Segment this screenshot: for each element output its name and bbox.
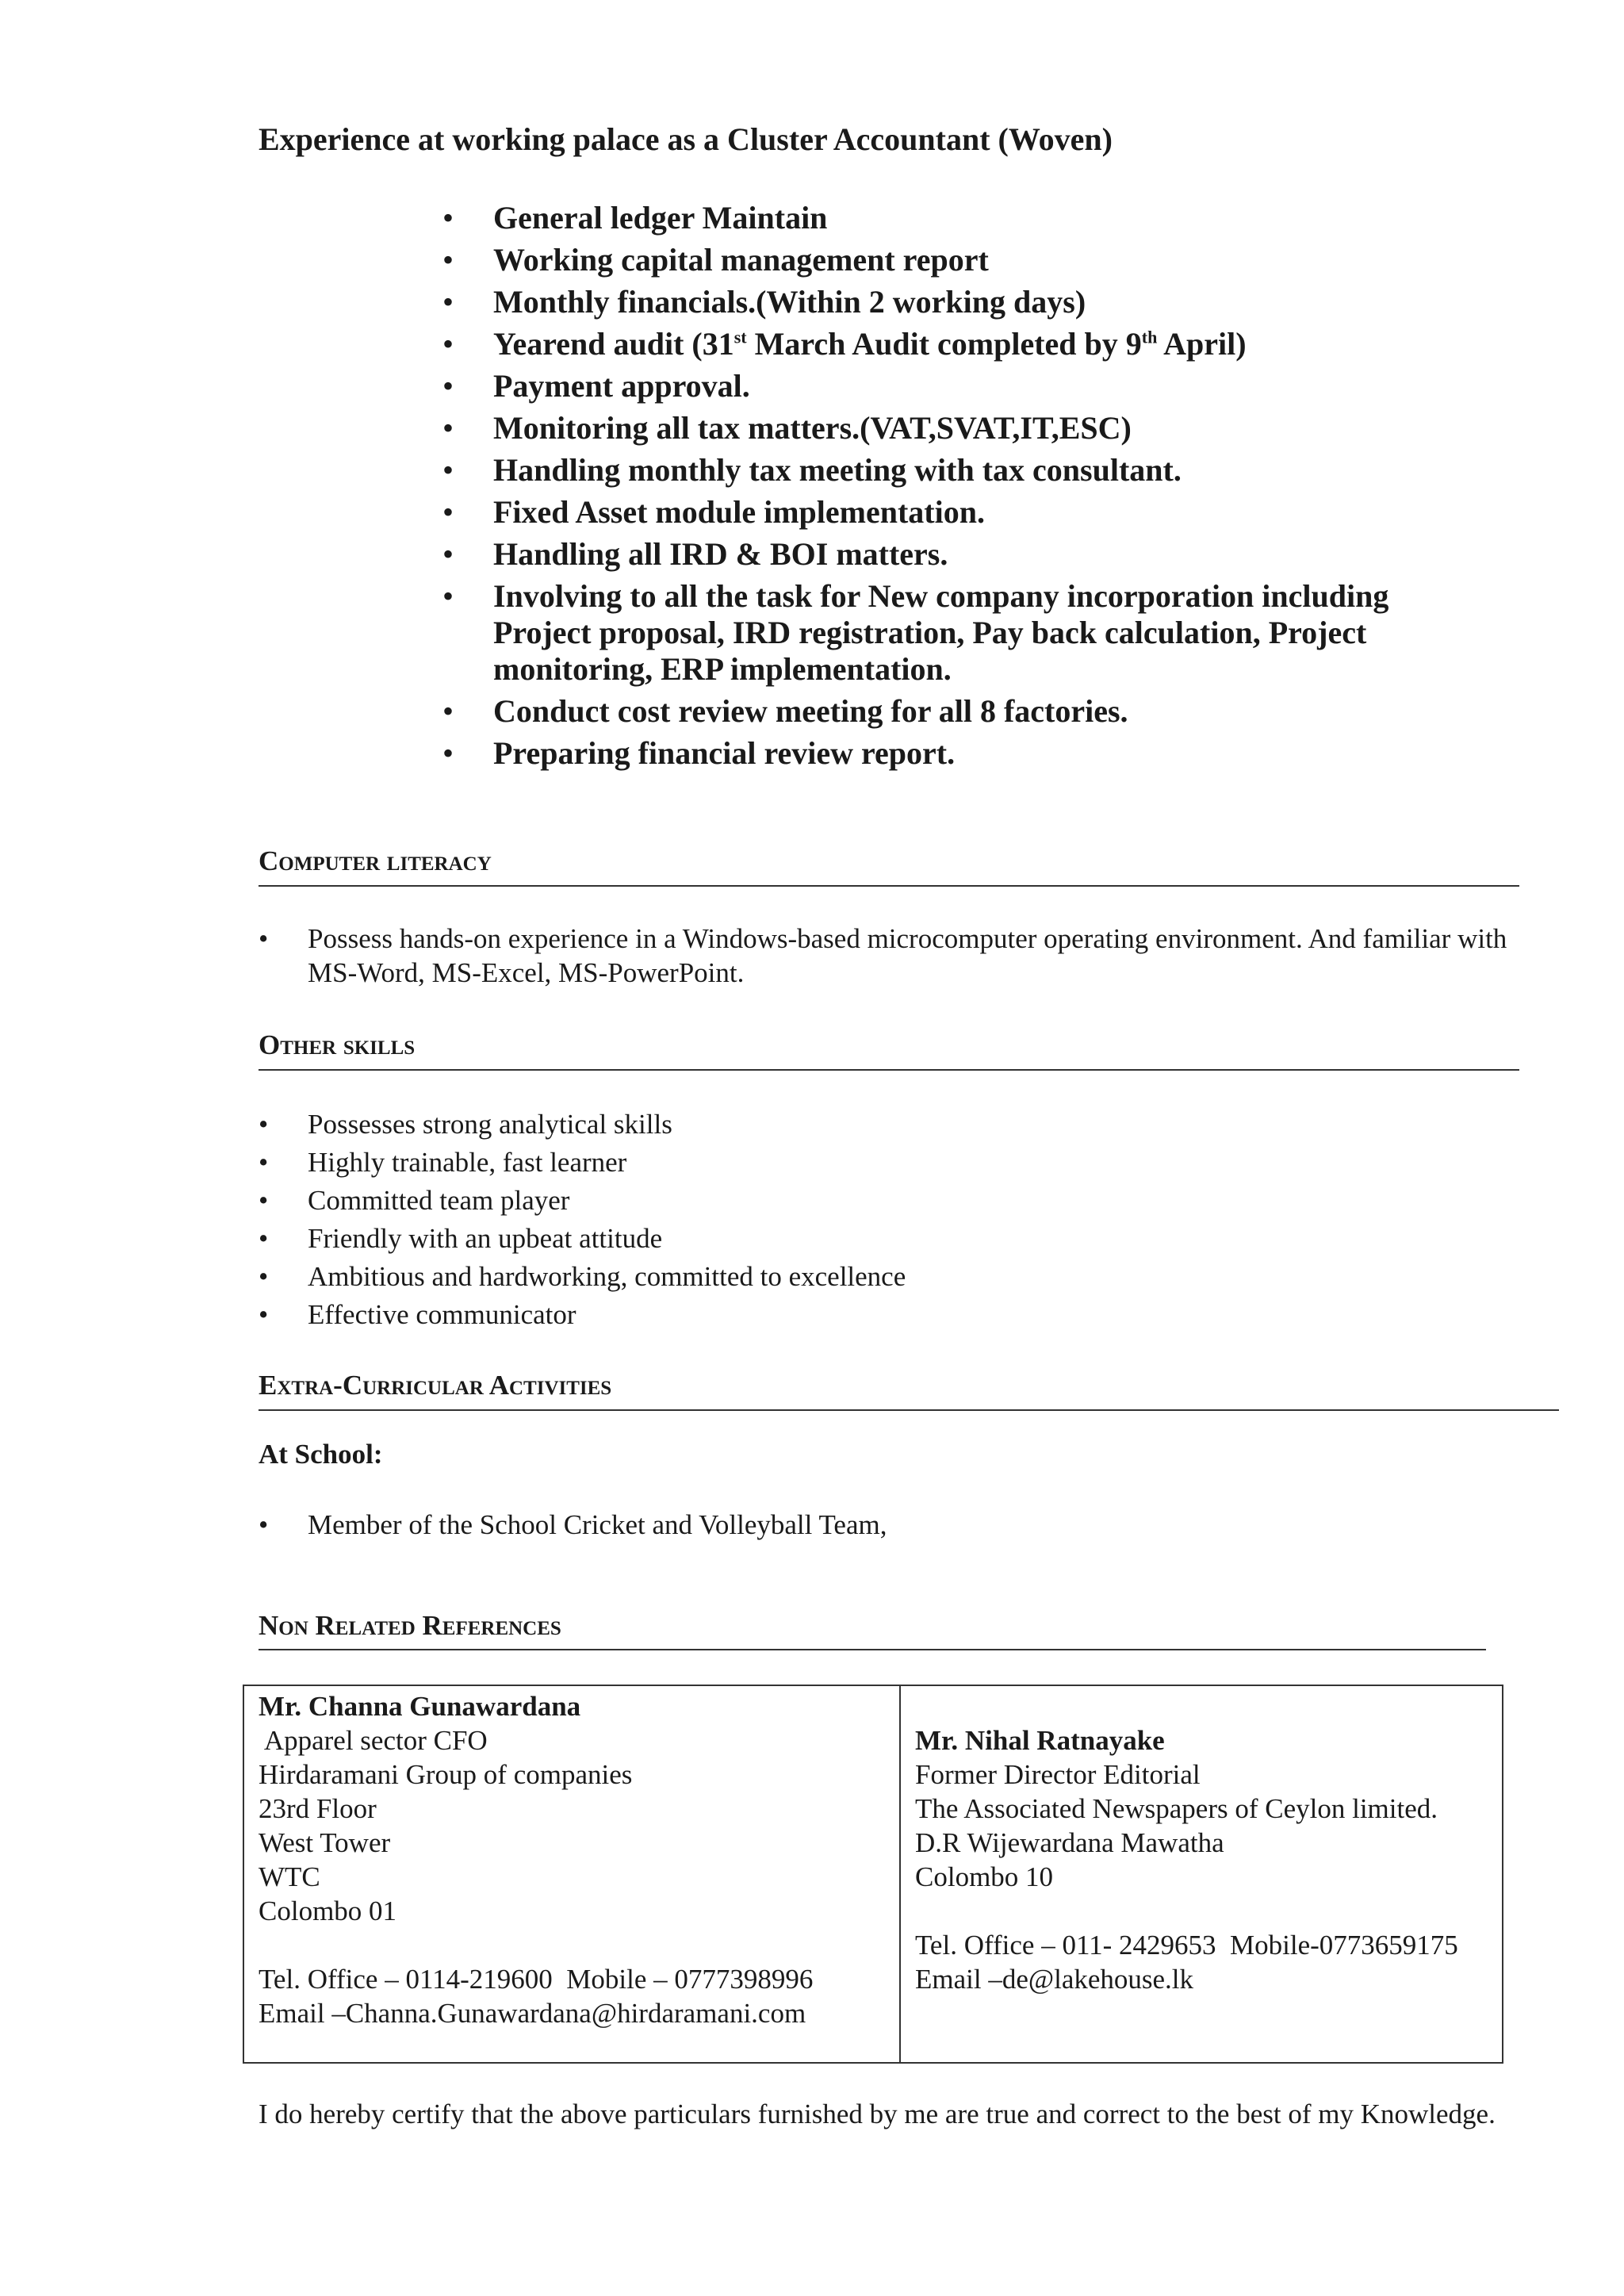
reference-line: Former Director Editorial [915,1759,1201,1790]
reference-line: Colombo 10 [915,1861,1054,1892]
list-item: • Possess hands-on experience in a Windows-based microcomputer operating environment. And familiar with MS-Word, MS-Excel, MS-PowerPoint. [259,922,1519,990]
section-title-other-skills: Other skills [259,1029,416,1060]
reference-email: Email –de@lakehouse.lk [915,1964,1194,1995]
section-title-references: Non Related References [259,1610,561,1641]
at-school-heading: At School: [259,1439,383,1470]
computer-literacy-list [259,922,1519,990]
list-item-text: April) [1157,326,1247,362]
list-item: • Preparing financial review report. [442,735,1426,772]
reference-line: Colombo 01 [259,1895,397,1926]
list-item: • Fixed Asset module implementation. [442,494,1426,531]
list-item [442,326,1426,362]
list-item: • Friendly with an upbeat attitude [259,1221,1519,1255]
reference-line: Hirdaramani Group of companies [259,1759,633,1790]
reference-line: West Tower [259,1827,391,1858]
certification-statement: I do hereby certify that the above particulars furnished by me are true and correct to the best of my Knowledge. [259,2099,1496,2129]
section-title-extra-curricular: Extra-Curricular Activities [259,1370,612,1401]
reference-line: D.R Wijewardana Mawatha [915,1827,1224,1858]
list-item: • Monthly financials.(Within 2 working days) [442,284,1426,320]
list-item-text: March Audit completed by 9 [746,326,1142,362]
list-item: • Ambitious and hardworking, committed to excellence [259,1259,1519,1294]
reference-line [915,1894,1458,1928]
reference-left [259,1689,813,2030]
section-divider [259,1409,1559,1411]
reference-line [259,1928,813,1962]
list-item: • General ledger Maintain [442,200,1426,236]
reference-name: Mr. Nihal Ratnayake [915,1725,1165,1756]
list-item: • Member of the School Cricket and Volleyball Team, [259,1508,1519,1542]
list-item: • Handling all IRD & BOI matters. [442,536,1426,573]
reference-right [915,1723,1458,1996]
reference-line: 23rd Floor [259,1793,377,1824]
superscript: th [1141,327,1158,347]
section-divider [259,1649,1486,1650]
other-skills-list [259,1107,1519,1336]
table-divider [899,1686,901,2062]
list-item: • Possesses strong analytical skills [259,1107,1519,1141]
list-item: • Monitoring all tax matters.(VAT,SVAT,IT,ESC) [442,410,1426,447]
section-divider [259,1069,1519,1071]
reference-email: Email –Channa.Gunawardana@hirdaramani.com [259,1998,806,2029]
list-item-text: Yearend audit (31 [493,326,734,362]
list-item: • Working capital management report [442,242,1426,278]
experience-list [442,200,1426,777]
list-item: • Highly trainable, fast learner [259,1145,1519,1179]
list-item: • Committed team player [259,1183,1519,1217]
list-item: • Payment approval. [442,368,1426,404]
reference-line: The Associated Newspapers of Ceylon limited. [915,1793,1438,1824]
reference-name: Mr. Channa Gunawardana [259,1691,581,1722]
reference-phone: Tel. Office – 0114-219600 Mobile – 0777398996 [259,1964,814,1995]
list-item: • Conduct cost review meeting for all 8 factories. [442,693,1426,730]
reference-line: Apparel sector CFO [259,1725,488,1756]
superscript: st [733,327,747,347]
experience-heading: Experience at working palace as a Cluster Accountant (Woven) [259,121,1113,157]
extra-curricular-list [259,1508,1519,1542]
reference-phone: Tel. Office – 011- 2429653 Mobile-0773659175 [915,1930,1458,1961]
section-divider [259,885,1519,887]
section-title-computer-literacy: Computer literacy [259,845,492,876]
reference-line: WTC [259,1861,320,1892]
list-item: • Handling monthly tax meeting with tax consultant. [442,452,1426,489]
references-table [243,1685,1503,2064]
list-item: • Involving to all the task for New company incorporation including Project proposal, IRD registration, Pay back calculation, Project monitoring, ERP implementation. [442,578,1426,688]
list-item: • Effective communicator [259,1297,1519,1332]
